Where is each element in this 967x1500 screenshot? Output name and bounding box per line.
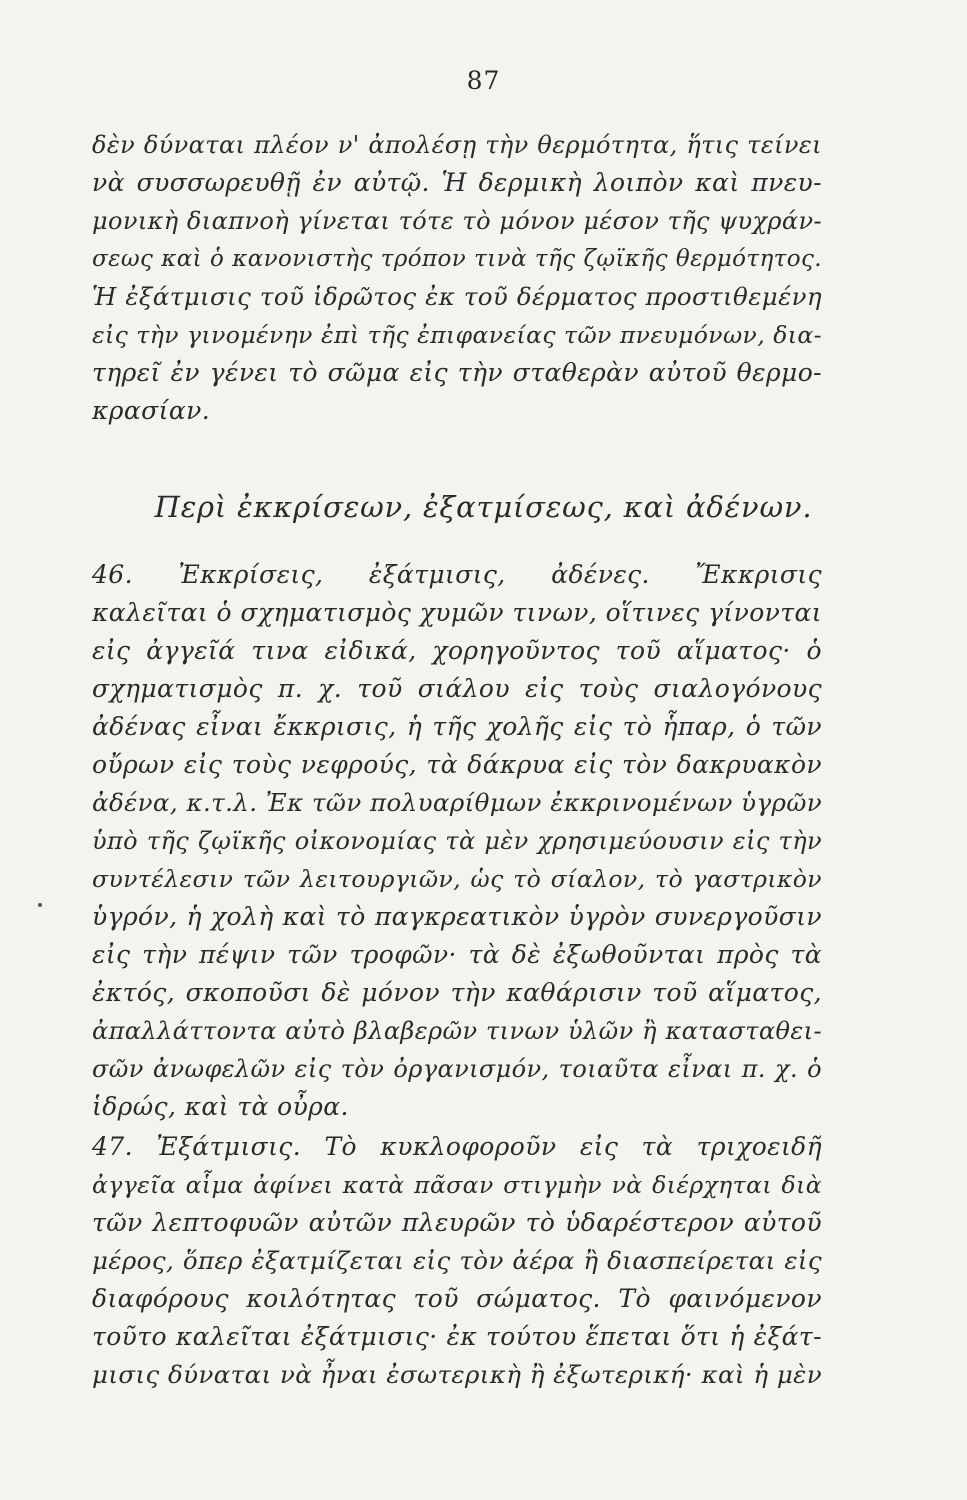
- text-line: συντέλεσιν τῶν λειτουργιῶν, ὡς τὸ σίαλον, τὸ γαστρικὸν: [92, 865, 822, 893]
- text-line: καλεῖται ὁ σχηματισμὸς χυμῶν τινων, οἵτινες γίνονται: [92, 598, 822, 627]
- text-line: ἱδρώς, καὶ τὰ οὖρα.: [92, 1092, 349, 1121]
- text-line: τῶν λεπτοφυῶν αὐτῶν πλευρῶν τὸ ὑδαρέστερον αὐτοῦ: [92, 1208, 822, 1237]
- text-line: μέρος, ὅπερ ἐξατμίζεται εἰς τὸν ἀέρα ἢ διασπείρεται εἰς: [92, 1246, 822, 1275]
- text-line: μισις δύναται νὰ ἦναι ἐσωτερικὴ ἢ ἐξωτερική· καὶ ἡ μὲν: [92, 1360, 822, 1389]
- text-line: 47. Ἐξάτμισις. Τὸ κυκλοφοροῦν εἰς τὰ τριχοειδῆ: [92, 1132, 822, 1161]
- text-line: εἰς τὴν πέψιν τῶν τροφῶν· τὰ δὲ ἐξωθοῦνται πρὸς τὰ: [92, 940, 822, 969]
- section-47: [92, 1128, 822, 1394]
- text-line: ὑγρόν, ἡ χολὴ καὶ τὸ παγκρεατικὸν ὑγρὸν συνεργοῦσιν: [92, 902, 822, 931]
- text-line: δὲν δύναται πλέον ν' ἀπολέσῃ τὴν θερμότητα, ἥτις τείνει: [92, 131, 822, 159]
- text-line: ἀπαλλάττοντα αὐτὸ βλαβερῶν τινων ὑλῶν ἢ κατασταθει-: [92, 1017, 822, 1045]
- text-line: ἀδένας εἶναι ἔκκρισις, ἡ τῆς χολῆς εἰς τὸ ἧπαρ, ὁ τῶν: [92, 712, 822, 741]
- text-line: σχηματισμὸς π. χ. τοῦ σιάλου εἰς τοὺς σιαλογόνους: [92, 674, 822, 703]
- paragraph-top: [92, 126, 822, 430]
- text-line: τηρεῖ ἐν γένει τὸ σῶμα εἰς τὴν σταθερὰν αὐτοῦ θερμο-: [92, 358, 822, 387]
- text-line: νὰ συσσωρευθῇ ἐν αὐτῷ. Ἡ δερμικὴ λοιπὸν καὶ πνευ-: [92, 168, 822, 197]
- text-line: σῶν ἀνωφελῶν εἰς τὸν ὀργανισμόν, τοιαῦτα εἶναι π. χ. ὁ: [92, 1055, 822, 1083]
- text-line: ἐκτός, σκοποῦσι δὲ μόνον τὴν καθάρισιν τοῦ αἵματος,: [92, 978, 822, 1007]
- text-line: Ἡ ἐξάτμισις τοῦ ἱδρῶτος ἐκ τοῦ δέρματος προστιθεμένη: [92, 282, 822, 311]
- section-heading: Περὶ ἐκκρίσεων, ἐξατμίσεως, καὶ ἀδένων.: [154, 490, 813, 524]
- text-line: μονικὴ διαπνοὴ γίνεται τότε τὸ μόνον μέσον τῆς ψυχράν-: [92, 207, 822, 235]
- text-line: σεως καὶ ὁ κανονιστὴς τρόπον τινὰ τῆς ζῳϊκῆς θερμότητος.: [92, 246, 822, 272]
- margin-dot: [38, 903, 42, 907]
- text-line: 46. Ἐκκρίσεις, ἐξάτμισις, ἀδένες. Ἔκκρισις: [92, 560, 822, 589]
- page-number: 87: [466, 66, 501, 95]
- text-line: ὑπὸ τῆς ζῳϊκῆς οἰκονομίας τὰ μὲν χρησιμεύουσιν εἰς τὴν: [92, 827, 822, 855]
- text-line: ἀδένα, κ.τ.λ. Ἐκ τῶν πολυαρίθμων ἐκκρινομένων ὑγρῶν: [92, 788, 822, 817]
- section-46: [92, 556, 822, 1126]
- text-line: τοῦτο καλεῖται ἐξάτμισις· ἐκ τούτου ἕπεται ὅτι ἡ ἐξάτ-: [92, 1322, 822, 1351]
- text-line: ἀγγεῖα αἷμα ἀφίνει κατὰ πᾶσαν στιγμὴν νὰ διέρχηται διὰ: [92, 1171, 822, 1199]
- text-line: οὔρων εἰς τοὺς νεφρούς, τὰ δάκρυα εἰς τὸν δακρυακὸν: [92, 750, 822, 779]
- text-line: εἰς ἀγγεῖά τινα εἰδικά, χορηγοῦντος τοῦ αἵματος· ὁ: [92, 636, 822, 665]
- text-line: εἰς τὴν γινομένην ἐπὶ τῆς ἐπιφανείας τῶν πνευμόνων, δια-: [92, 321, 822, 349]
- text-line: κρασίαν.: [92, 396, 211, 425]
- text-line: διαφόρους κοιλότητας τοῦ σώματος. Τὸ φαινόμενον: [92, 1284, 822, 1313]
